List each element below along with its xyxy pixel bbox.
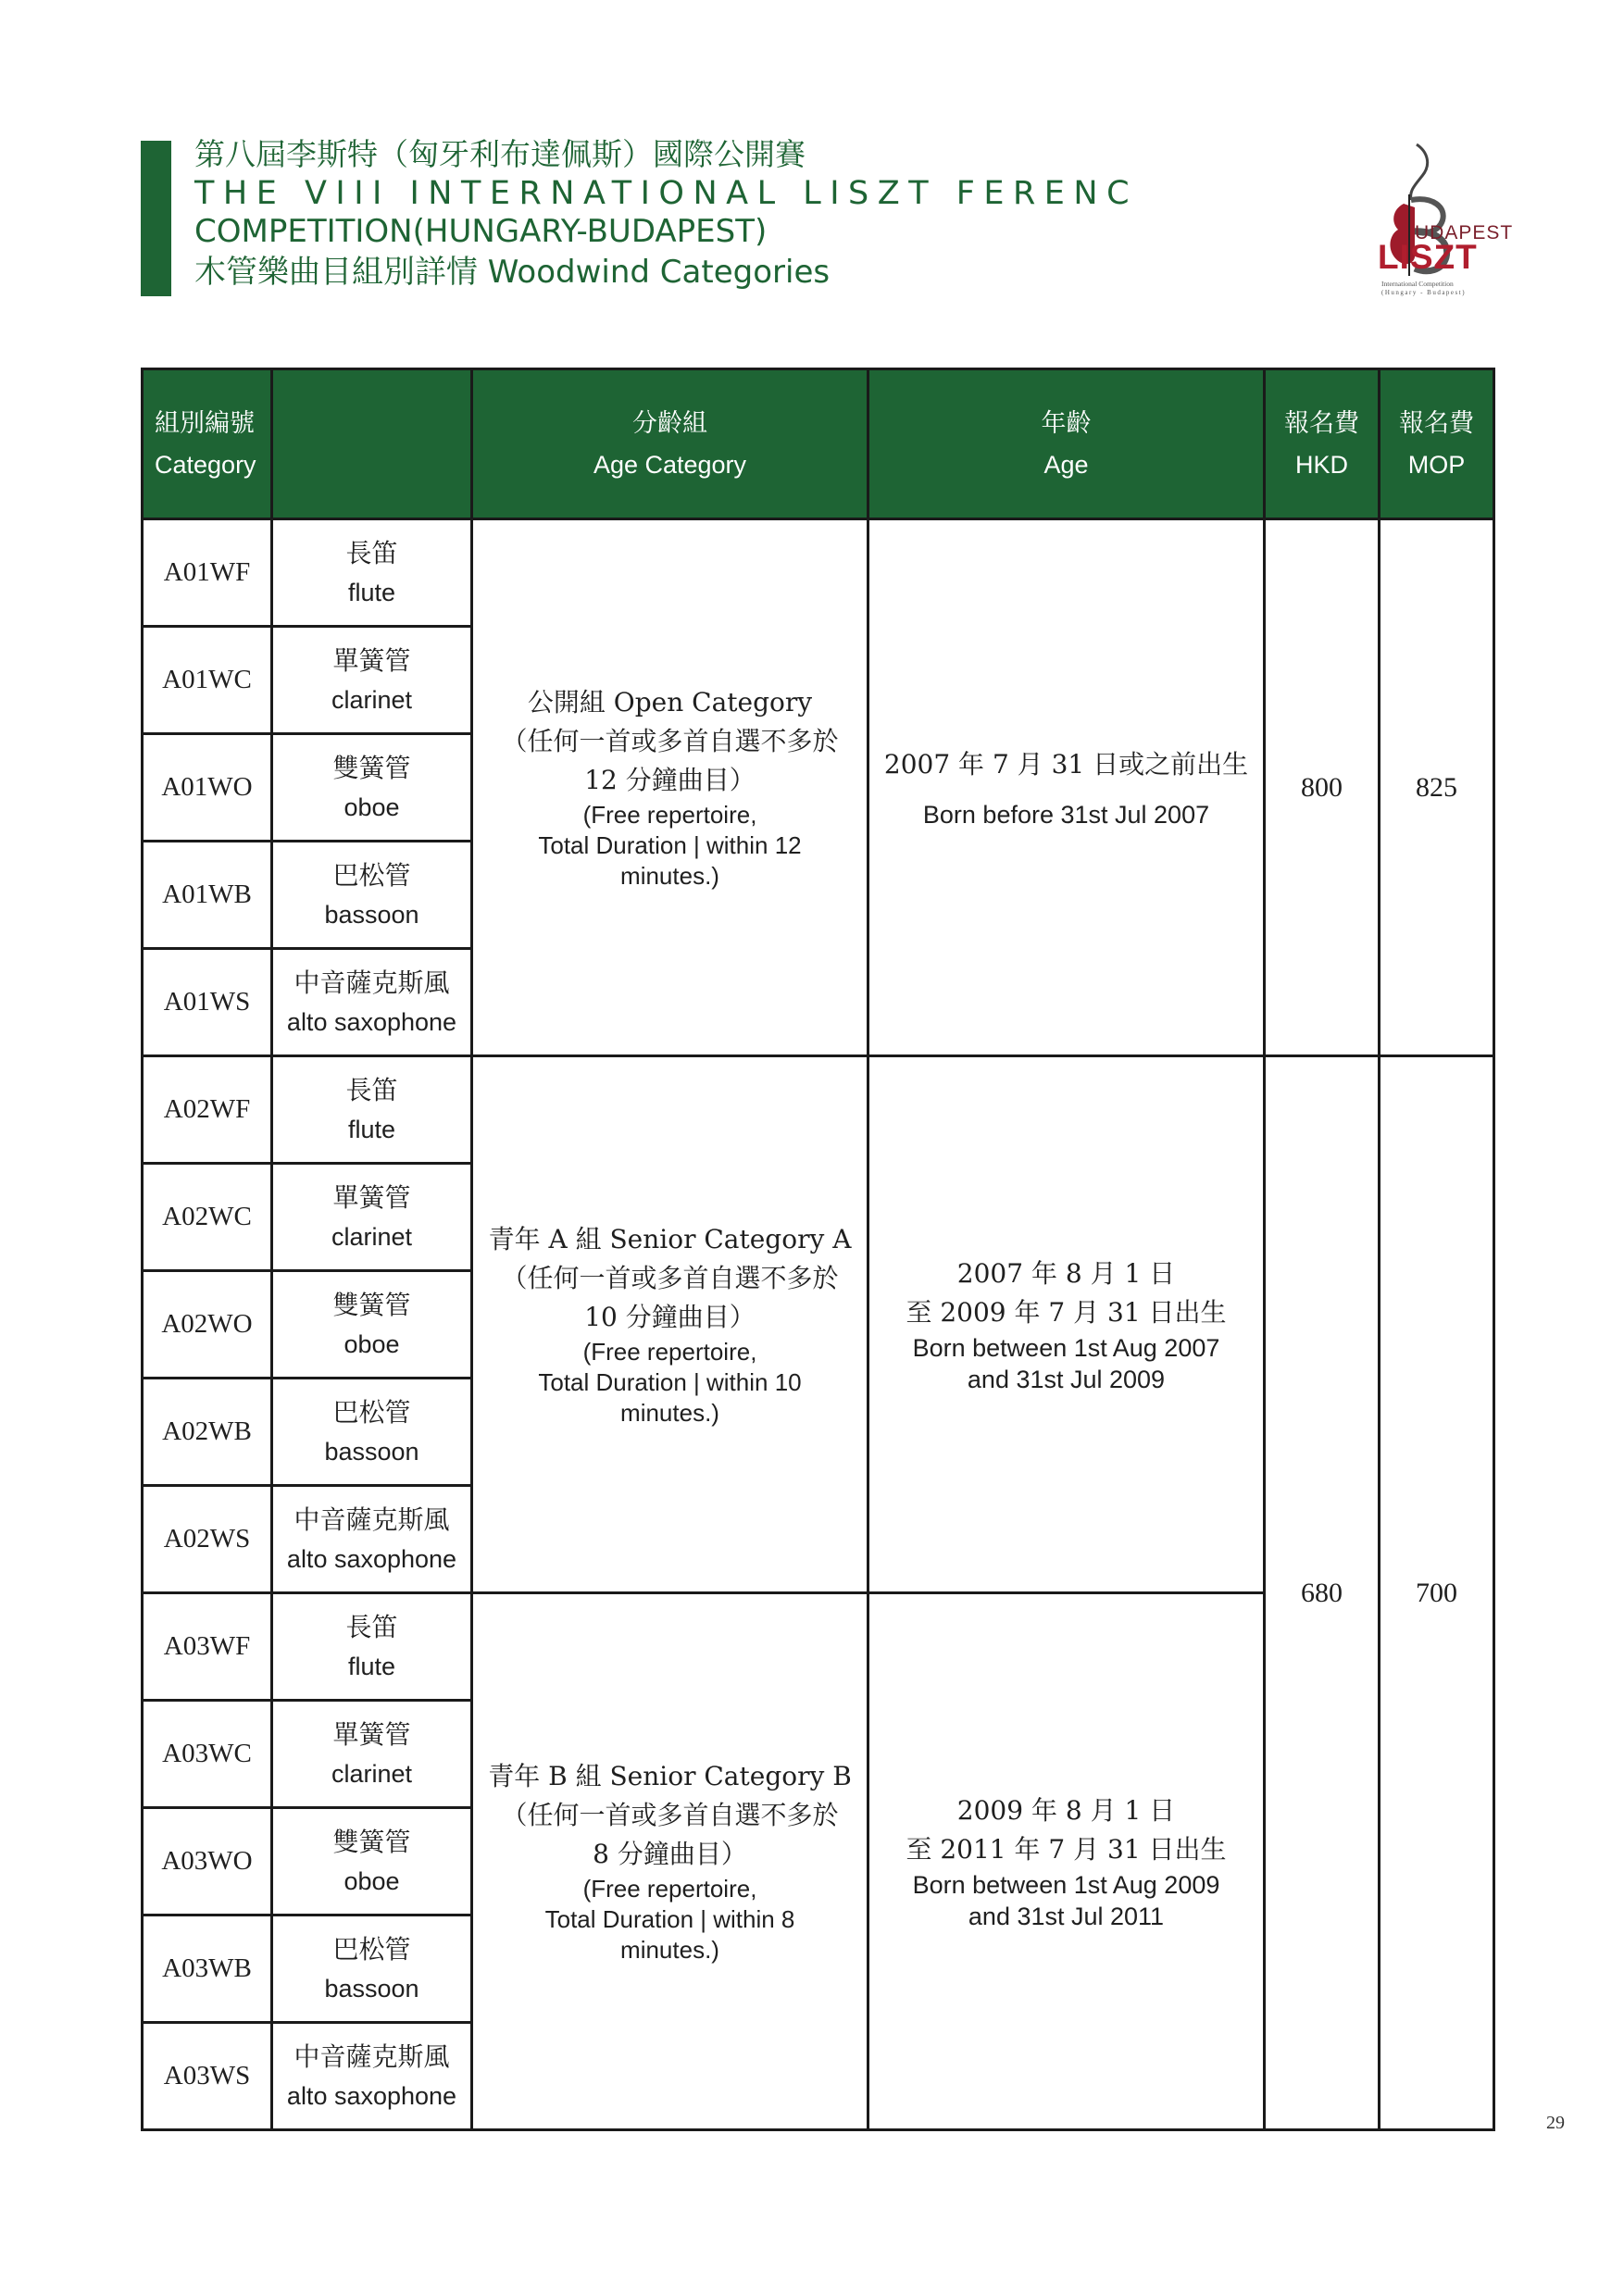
woodwind-categories-table [141,368,1495,2131]
age-category-senior-b: 青年 B 組 Senior Category B （任何一首或多首自選不多於 8 分鐘曲目） (Free repertoire, Total Duration | within 8 minutes.) [472,1593,868,2130]
table-header-row [143,369,1494,519]
header-fee-hkd: 報名費 HKD [1265,369,1380,519]
logo-word-udapest: UDAPEST [1415,222,1514,243]
fee-hkd-open: 800 [1265,519,1380,1056]
category-code: A01WF [143,519,272,627]
header-age: 年齡 Age [868,369,1265,519]
category-code: A03WB [143,1915,272,2023]
age-category-open: 公開組 Open Category （任何一首或多首自選不多於 12 分鐘曲目） (Free repertoire, Total Duration | within 12 minutes.) [472,519,868,1056]
age-range-senior-b: 2009 年 8 月 1 日 至 2011 年 7 月 31 日出生 Born between 1st Aug 2009 and 31st Jul 2011 [868,1593,1265,2130]
fee-mop-senior: 700 [1380,1056,1494,2130]
header-instrument [272,369,472,519]
category-code: A02WO [143,1271,272,1379]
instrument-cell: 單簧管 clarinet [272,627,472,734]
instrument-cell: 中音薩克斯風 alto saxophone [272,949,472,1056]
instrument-cell: 巴松管 bassoon [272,1379,472,1486]
logo-small-line1: International Competition [1381,280,1454,288]
header-age-category: 分齡組 Age Category [472,369,868,519]
instrument-cell: 長笛 flute [272,1593,472,1701]
category-code: A01WC [143,627,272,734]
header-category: 組別編號 Category [143,369,272,519]
category-code: A03WS [143,2023,272,2130]
title-chinese: 第八屆李斯特（匈牙利布達佩斯）國際公開賽 [194,136,806,172]
page-number: 29 [1546,2113,1565,2133]
table-row [143,519,1494,627]
budapest-liszt-logo [1361,139,1514,301]
category-code: A01WO [143,734,272,842]
category-code: A01WS [143,949,272,1056]
instrument-cell: 長笛 flute [272,1056,472,1164]
age-category-senior-a: 青年 A 組 Senior Category A （任何一首或多首自選不多於 10 分鐘曲目） (Free repertoire, Total Duration | within 10 minutes.) [472,1056,868,1593]
category-code: A03WC [143,1701,272,1808]
instrument-cell: 中音薩克斯風 alto saxophone [272,1486,472,1593]
instrument-cell: 雙簧管 oboe [272,1808,472,1915]
category-code: A02WB [143,1379,272,1486]
category-code: A01WB [143,842,272,949]
logo-word-liszt: LISZT [1378,238,1478,276]
instrument-cell: 雙簧管 oboe [272,1271,472,1379]
instrument-cell: 中音薩克斯風 alto saxophone [272,2023,472,2130]
instrument-cell: 單簧管 clarinet [272,1164,472,1271]
category-code: A02WC [143,1164,272,1271]
fee-hkd-senior: 680 [1265,1056,1380,2130]
instrument-cell: 單簧管 clarinet [272,1701,472,1808]
logo-small-line2: (Hungary - Budapest) [1381,289,1467,296]
instrument-cell: 長笛 flute [272,519,472,627]
header-fee-mop: 報名費 MOP [1380,369,1494,519]
fee-mop-open: 825 [1380,519,1494,1056]
title-english-line1: THE VIII INTERNATIONAL LISZT FERENC [194,175,1139,212]
instrument-cell: 雙簧管 oboe [272,734,472,842]
title-english-line2: COMPETITION(HUNGARY-BUDAPEST) [194,213,768,250]
category-code: A02WS [143,1486,272,1593]
header-accent-bar [141,141,171,296]
page-header [194,135,1138,293]
table-row [143,1056,1494,1164]
age-range-senior-a: 2007 年 8 月 1 日 至 2009 年 7 月 31 日出生 Born between 1st Aug 2007 and 31st Jul 2009 [868,1056,1265,1593]
age-range-open: 2007 年 7 月 31 日或之前出生 Born before 31st Jul 2007 [868,519,1265,1056]
category-code: A03WF [143,1593,272,1701]
instrument-cell: 巴松管 bassoon [272,1915,472,2023]
page-subtitle: 木管樂曲目組別詳情 Woodwind Categories [194,254,831,291]
logo-emblem-icon [1361,139,1500,301]
category-code: A02WF [143,1056,272,1164]
instrument-cell: 巴松管 bassoon [272,842,472,949]
category-code: A03WO [143,1808,272,1915]
